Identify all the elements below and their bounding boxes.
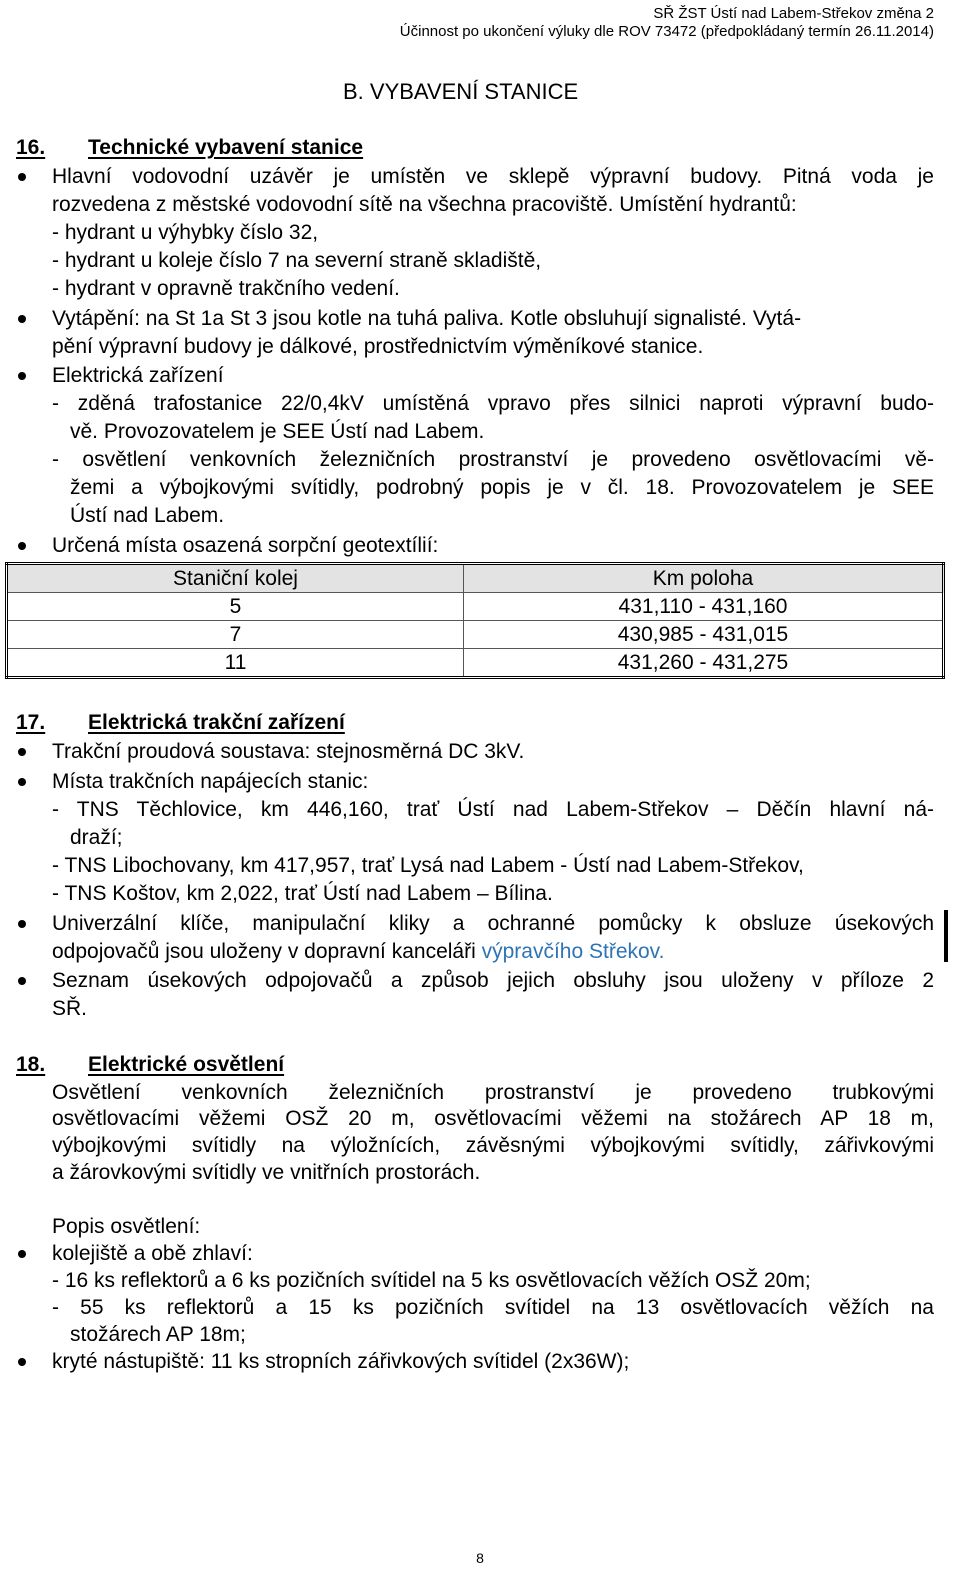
section-17-title: Elektrická trakční zařízení (88, 711, 345, 734)
s16-text-line: - osvětlení venkovních železničních prostranství je provedeno osvětlovacími vě- (52, 448, 934, 471)
s16-text-line: vě. Provozovatelem je SEE Ústí nad Labem. (70, 420, 485, 443)
bullet (18, 173, 26, 181)
s17-text-line: Trakční proudová soustava: stejnosměrná DC 3kV. (52, 740, 525, 763)
section-16-number: 16. (16, 136, 46, 159)
hydrant-item: - hydrant u výhybky číslo 32, (52, 221, 319, 244)
section-16-title: Technické vybavení stanice (88, 136, 364, 159)
bullet (18, 1358, 26, 1366)
section-18-number: 18. (16, 1053, 46, 1076)
s17-text-line: Univerzální klíče, manipulační kliky a ochranné pomůcky k obsluze úsekových (52, 912, 934, 935)
s17-text-line (52, 938, 664, 966)
tns-item: - TNS Libochovany, km 417,957, trať Lysá nad Labem - Ústí nad Labem-Střekov, (52, 854, 804, 877)
bullet (18, 542, 26, 550)
bullet (18, 315, 26, 323)
bullet (18, 920, 26, 928)
s18-text-line: kolejiště a obě zhlaví: (52, 1242, 253, 1265)
table-cell: 5 (7, 593, 464, 621)
s17-text-part: odpojovačů jsou uloženy v dopravní kanceláři (52, 940, 482, 963)
s18-text-line: kryté nástupiště: 11 ks stropních zářivkových svítidel (2x36W); (52, 1350, 630, 1373)
tns-item: - TNS Koštov, km 2,022, trať Ústí nad Labem – Bílina. (52, 882, 553, 905)
table-cell: 431,110 - 431,160 (464, 593, 944, 621)
s17-text-line: SŘ. (52, 997, 88, 1020)
s16-text-line: Elektrická zařízení (52, 364, 224, 387)
bullet (18, 977, 26, 985)
s17-highlight-text: výpravčího Střekov. (481, 940, 665, 963)
s16-text-line: Ústí nad Labem. (70, 504, 225, 527)
table-row (7, 593, 944, 621)
lighting-item: stožárech AP 18m; (70, 1323, 246, 1346)
table-cell: 431,260 - 431,275 (464, 649, 944, 678)
s18-text-line: osvětlovacími věžemi OSŽ 20 m, osvětlovacími věžemi na stožárech AP 18 m, (52, 1107, 934, 1130)
s17-text-line: Seznam úsekových odpojovačů a způsob jejich obsluhy jsou uloženy v příloze 2 (52, 969, 934, 992)
change-bar (944, 910, 948, 962)
section-18-title: Elektrické osvětlení (88, 1053, 285, 1076)
lighting-item: - 55 ks reflektorů a 15 ks pozičních svítidel na 13 osvětlovacích věžích na (52, 1296, 934, 1319)
lighting-item: - 16 ks reflektorů a 6 ks pozičních svítidel na 5 ks osvětlovacích věžích OSŽ 20m; (52, 1269, 811, 1292)
table-cell: 430,985 - 431,015 (464, 621, 944, 649)
section-17-number: 17. (16, 711, 46, 734)
table-row (7, 649, 944, 678)
table-header-row (7, 564, 944, 593)
s16-text-line: Určená místa osazená sorpční geotextílií: (52, 534, 439, 557)
s16-text-line: pění výpravní budovy je dálkové, prostřednictvím výměníkové stanice. (52, 335, 704, 358)
s16-text-line: rozvedena z městské vodovodní sítě na všechna pracoviště. Umístění hydrantů: (52, 193, 797, 216)
s18-text-line: a žárovkovými svítidly ve vnitřních prostorách. (52, 1161, 481, 1184)
s16-text-line: žemi a výbojkovými svítidly, podrobný popis je v čl. 18. Provozovatelem je SEE (70, 476, 934, 499)
tns-item: - TNS Těchlovice, km 446,160, trať Ústí nad Labem-Střekov – Děčín hlavní ná- (52, 798, 934, 821)
part-title: B. VYBAVENÍ STANICE (343, 79, 579, 104)
s16-text-line: Hlavní vodovodní uzávěr je umístěn ve sklepě výpravní budovy. Pitná voda je (52, 165, 934, 188)
bullet (18, 748, 26, 756)
bullet (18, 778, 26, 786)
tns-item: draží; (70, 826, 123, 849)
bullet (18, 1250, 26, 1258)
s16-text-line: - zděná trafostanice 22/0,4kV umístěná vpravo přes silnici naproti výpravní budo- (52, 392, 934, 415)
s18-text-line: výbojkovými svítidly na výložnících, závěsnými výbojkovými svítidly, zářivkovými (52, 1134, 934, 1157)
table-cell: 7 (7, 621, 464, 649)
s18-text-line: Osvětlení venkovních železničních prostranství je provedeno trubkovými (52, 1081, 934, 1104)
bullet (18, 372, 26, 380)
s16-text-line: Vytápění: na St 1a St 3 jsou kotle na tuhá paliva. Kotle obsluhují signalisté. Vytá- (52, 307, 802, 330)
header-line-1: SŘ ŽST Ústí nad Labem-Střekov změna 2 (653, 5, 934, 22)
page-number: 8 (476, 1550, 484, 1566)
table-header-cell: Staniční kolej (7, 564, 464, 593)
hydrant-item: - hydrant u koleje číslo 7 na severní straně skladiště, (52, 249, 542, 272)
s18-text-line: Popis osvětlení: (52, 1215, 201, 1238)
table-row (7, 621, 944, 649)
table-cell: 11 (7, 649, 464, 678)
geotextile-table (5, 562, 945, 679)
header-line-2: Účinnost po ukončení výluky dle ROV 73472 (předpokládaný termín 26.11.2014) (399, 23, 934, 40)
s17-text-line: Místa trakčních napájecích stanic: (52, 770, 369, 793)
hydrant-item: - hydrant v opravně trakčního vedení. (52, 277, 400, 300)
table-header-cell: Km poloha (464, 564, 944, 593)
